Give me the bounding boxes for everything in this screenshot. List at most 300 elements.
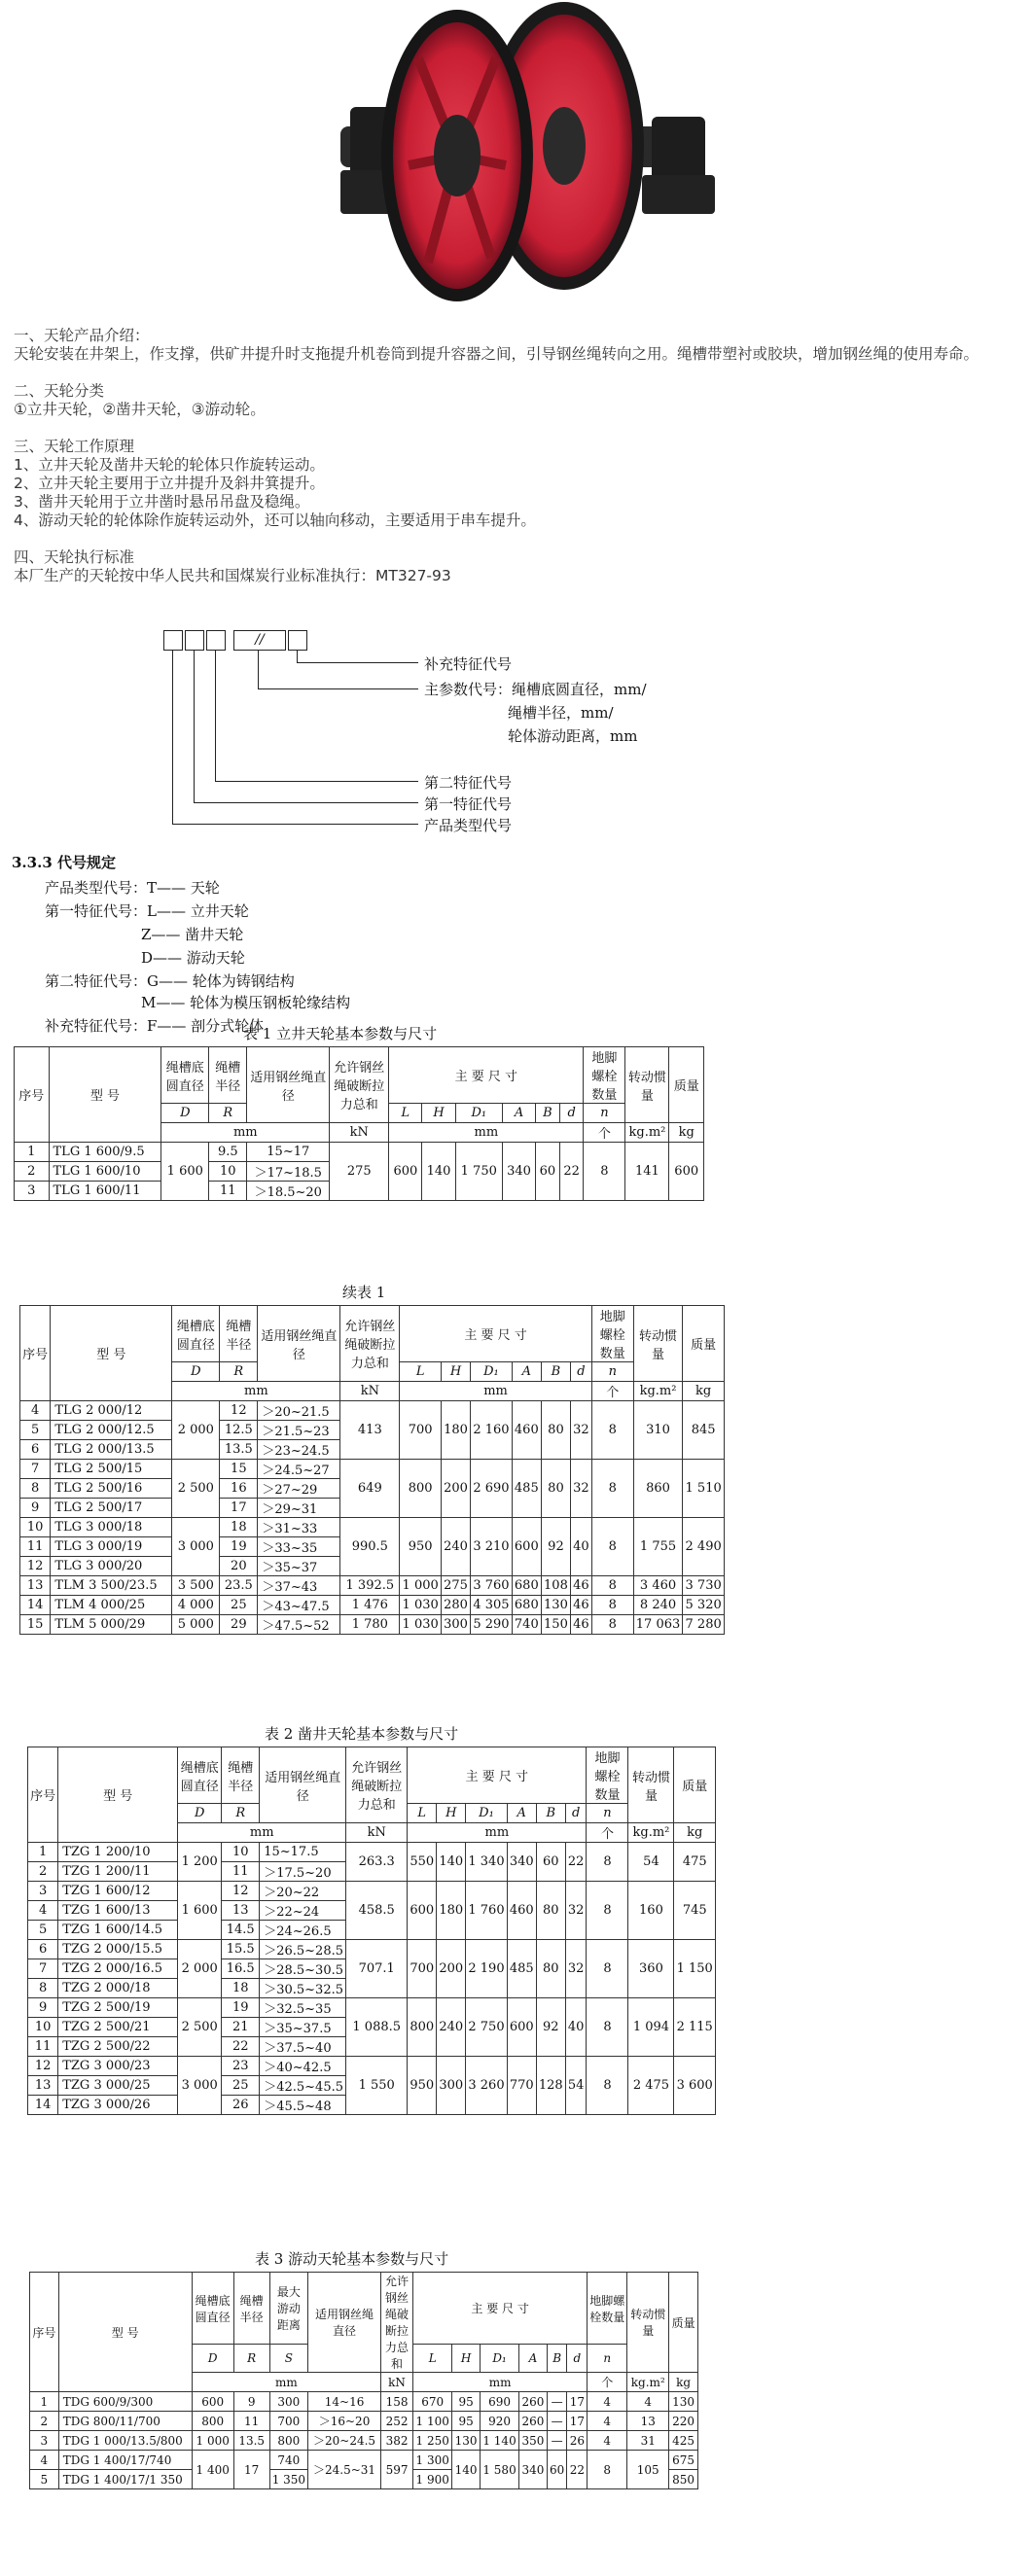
table-cell: 地脚螺栓数量	[587, 1747, 628, 1804]
table-cell: ＞24.5~31	[308, 2451, 381, 2489]
table-cell: 46	[571, 1615, 592, 1635]
table-cell: 1 476	[340, 1596, 400, 1615]
table-cell: kg.m²	[633, 1382, 683, 1401]
table-cell: ＞31~33	[258, 1518, 340, 1537]
table-cell: n	[591, 1362, 633, 1382]
table-cell: 360	[628, 1940, 674, 1998]
table-cell: 8	[591, 1615, 633, 1635]
table-cell: —	[547, 2392, 567, 2412]
rule-line: 产品类型代号：T—— 天轮	[45, 879, 220, 897]
table-cell: 2 160	[471, 1401, 513, 1460]
table-cell: ＞33~35	[258, 1537, 340, 1557]
section-4-body: 本厂生产的天轮按中华人民共和国煤炭行业标准执行：MT327-93	[14, 567, 451, 584]
table-cell: 19	[220, 1537, 258, 1557]
table-cell: 21	[222, 2018, 260, 2037]
code-box-main: //	[233, 630, 286, 651]
table-cell: 597	[381, 2451, 413, 2489]
table-cell: 150	[541, 1615, 570, 1635]
table-cell: 22	[559, 1143, 584, 1201]
table-cell: 地脚螺栓数量	[588, 2273, 627, 2345]
table-cell: 350	[519, 2431, 548, 2451]
table-cell: 1 600	[178, 1882, 222, 1940]
table-cell: 22	[222, 2037, 260, 2057]
table-cell: 2 000	[172, 1401, 220, 1460]
table-cell: 5	[20, 1421, 51, 1440]
table-cell: TZG 1 600/12	[58, 1882, 178, 1901]
table-cell: 4	[627, 2392, 669, 2412]
table-cell: 适用钢丝绳直径	[258, 1306, 340, 1382]
table-cell: A	[519, 2345, 548, 2373]
table-cell: 745	[674, 1882, 716, 1940]
table-cell: TZG 3 000/23	[58, 2057, 178, 2076]
table-cell: 700	[269, 2412, 307, 2431]
table-cell: 31	[627, 2431, 669, 2451]
table-cell: R	[222, 1804, 260, 1823]
table-cell: 800	[408, 1998, 437, 2057]
table-cell: 130	[669, 2392, 698, 2412]
table-cell: 1 094	[628, 1998, 674, 2057]
table-cell: n	[587, 1804, 628, 1823]
table-cell: B	[547, 2345, 567, 2373]
table-cell: 2 475	[628, 2057, 674, 2115]
table-cell: L	[400, 1362, 442, 1382]
table-cell: 3 730	[683, 1576, 725, 1596]
table-row	[28, 1843, 716, 1862]
table-cell: 6	[28, 1940, 58, 1959]
table-cell: 300	[269, 2392, 307, 2412]
table-cell: 10	[222, 1843, 260, 1862]
table-cell: n	[584, 1104, 625, 1123]
table-cell: 95	[452, 2412, 481, 2431]
table-cell: 3	[30, 2431, 59, 2451]
table-cell: 140	[452, 2451, 481, 2489]
table-cell: 2 000	[178, 1940, 222, 1998]
table-row	[20, 1615, 725, 1635]
table-cell: 主 要 尺 寸	[400, 1306, 591, 1362]
table-cell: 32	[571, 1401, 592, 1460]
table-cell: 2 490	[683, 1518, 725, 1576]
table-cell: 340	[519, 2451, 548, 2489]
code-label: 主参数代号：绳槽底圆直径，mm/	[424, 681, 647, 698]
table-cell: 920	[480, 2412, 518, 2431]
table-cell: kg	[669, 2373, 698, 2392]
table-cell: 260	[519, 2392, 548, 2412]
table-cell: 7 280	[683, 1615, 725, 1635]
rule-line: 第二特征代号：G—— 轮体为铸钢结构	[45, 972, 295, 990]
table-cell: 1 000	[400, 1576, 442, 1596]
table-cell: 9	[28, 1998, 58, 2018]
code-label: 第一特征代号	[424, 795, 513, 813]
table-cell: 绳槽半径	[209, 1047, 247, 1104]
table-cell: 绳槽底圆直径	[192, 2273, 233, 2345]
table-cell: 16	[220, 1479, 258, 1499]
table-cell: 个	[587, 1823, 628, 1843]
table-cell: mm	[178, 1823, 346, 1843]
table-cell: 允许钢丝绳破断拉力总和	[381, 2273, 413, 2373]
table-cell: 5 290	[471, 1615, 513, 1635]
table-row	[15, 1143, 704, 1162]
table-cell: 40	[565, 1998, 587, 2057]
table2-caption: 表 2 凿井天轮基本参数与尺寸	[265, 1725, 459, 1743]
table-cell: 14	[20, 1596, 51, 1615]
section-1-body: 天轮安装在井架上，作支撑，供矿井提升时支拖提升机卷筒到提升容器之间，引导钢丝绳转向之用。绳槽带塑衬或胶块，增加钢丝绳的使用寿命。	[14, 345, 980, 363]
table-cell: 14~16	[308, 2392, 381, 2412]
table-cell: ＞24.5~27	[258, 1460, 340, 1479]
table-cell: TDG 1 400/17/740	[58, 2451, 192, 2470]
code-box	[185, 630, 204, 651]
code-label: 产品类型代号	[424, 817, 513, 834]
table-cell: H	[452, 2345, 481, 2373]
table-cell: 200	[437, 1940, 466, 1998]
table-cell: 29	[220, 1615, 258, 1635]
table-cell: 2	[30, 2412, 59, 2431]
table-cell: ＞29~31	[258, 1499, 340, 1518]
table-cell: 1 580	[480, 2451, 518, 2489]
table-cell: 型 号	[51, 1306, 172, 1401]
table-cell: L	[389, 1104, 422, 1123]
table-cell: 700	[400, 1401, 442, 1460]
table-cell: 12	[28, 2057, 58, 2076]
table-cell: ＞17.5~20	[260, 1862, 346, 1882]
table-cell: 17	[567, 2392, 588, 2412]
table-cell: 11	[209, 1182, 247, 1201]
table-cell: 158	[381, 2392, 413, 2412]
table-cell: 4 000	[172, 1596, 220, 1615]
table-cell: 180	[441, 1401, 470, 1460]
table-cell: 108	[541, 1576, 570, 1596]
table-cell: kN	[346, 1823, 408, 1843]
table-cell: 转动惯量	[633, 1306, 683, 1382]
table-cell: 17	[567, 2412, 588, 2431]
table-cell: 1	[15, 1143, 50, 1162]
table-cell: 95	[452, 2392, 481, 2412]
table-cell: 13.5	[220, 1440, 258, 1460]
table-cell: 个	[591, 1382, 633, 1401]
table-cell: TLM 5 000/29	[51, 1615, 172, 1635]
table-cell: ＞27~29	[258, 1479, 340, 1499]
table-cell: mm	[389, 1123, 584, 1143]
table-cell: 25	[222, 2076, 260, 2096]
table-cell: 绳槽半径	[233, 2273, 269, 2345]
table-cell: 22	[567, 2451, 588, 2489]
table-cell: —	[547, 2431, 567, 2451]
table-cell: 8	[587, 1882, 628, 1940]
table-cell: 14.5	[222, 1921, 260, 1940]
table-cell: 54	[565, 2057, 587, 2115]
table-cell: 46	[571, 1576, 592, 1596]
table-cell: 200	[441, 1460, 470, 1518]
table-cell: 130	[541, 1596, 570, 1615]
table-cell: 128	[536, 2057, 565, 2115]
table1	[14, 1046, 704, 1201]
table-cell: TDG 1 000/13.5/800	[58, 2431, 192, 2451]
table-cell: D₁	[480, 2345, 518, 2373]
table-cell: TLG 2 000/13.5	[51, 1440, 172, 1460]
table-cell: kg.m²	[625, 1123, 669, 1143]
table-cell: ＞37.5~40	[260, 2037, 346, 2057]
table-cell: 40	[571, 1518, 592, 1576]
table-cell: 9	[20, 1499, 51, 1518]
table3	[29, 2272, 698, 2489]
table-cell: ＞16~20	[308, 2412, 381, 2431]
section-1-title: 一、天轮产品介绍：	[14, 327, 150, 344]
table-cell: ＞26.5~28.5	[260, 1940, 346, 1959]
table-cell: 770	[507, 2057, 536, 2115]
code-label: 轮体游动距离，mm	[508, 727, 638, 745]
table-cell: 个	[588, 2373, 627, 2392]
table-cell: D	[192, 2345, 233, 2373]
table-cell: S	[269, 2345, 307, 2373]
table-cell: 14	[28, 2096, 58, 2115]
table-cell: 425	[669, 2431, 698, 2451]
table-cell: D	[172, 1362, 220, 1382]
table-cell: 4	[588, 2392, 627, 2412]
table-cell: 12	[20, 1557, 51, 1576]
table-cell: TLG 2 500/17	[51, 1499, 172, 1518]
table-cell: kg.m²	[628, 1823, 674, 1843]
table-cell: 11	[222, 1862, 260, 1882]
table-cell: 8	[591, 1460, 633, 1518]
table-cell: 13	[627, 2412, 669, 2431]
table-cell: 382	[381, 2431, 413, 2451]
table-cell: 8	[584, 1143, 625, 1201]
table-cell: 740	[512, 1615, 541, 1635]
table2	[27, 1747, 716, 2115]
table-cell: 1 550	[346, 2057, 408, 2115]
table-cell: 54	[628, 1843, 674, 1882]
table-cell: 4	[588, 2412, 627, 2431]
table-cell: 质量	[669, 2273, 698, 2373]
table-cell: 19	[222, 1998, 260, 2018]
table-cell: 275	[441, 1576, 470, 1596]
rule-line: Z—— 凿井天轮	[141, 926, 244, 943]
table3-caption: 表 3 游动天轮基本参数与尺寸	[255, 2250, 449, 2268]
table-cell: 主 要 尺 寸	[408, 1747, 587, 1804]
table-cell: 26	[567, 2431, 588, 2451]
table-row	[20, 1596, 725, 1615]
table-cell: 240	[437, 1998, 466, 2057]
table-cell: ＞20~24.5	[308, 2431, 381, 2451]
table-cell: 80	[541, 1460, 570, 1518]
table-cell: 5	[28, 1921, 58, 1940]
table-cell: 13.5	[233, 2431, 269, 2451]
table-cell: mm	[408, 1823, 587, 1843]
table-cell: TZG 3 000/26	[58, 2096, 178, 2115]
table-cell: n	[588, 2345, 627, 2373]
table-cell: 1 100	[413, 2412, 452, 2431]
table-cell: 18	[220, 1518, 258, 1537]
table-cell: 458.5	[346, 1882, 408, 1940]
table-cell: 绳槽底圆直径	[161, 1047, 209, 1104]
table-cell: D₁	[471, 1362, 513, 1382]
table-cell: 485	[512, 1460, 541, 1518]
table-cell: 8	[20, 1479, 51, 1499]
table-cell: 3 000	[178, 2057, 222, 2115]
table-cell: 80	[536, 1940, 565, 1998]
table-cell: 7	[20, 1460, 51, 1479]
table-cell: mm	[172, 1382, 340, 1401]
table-cell: 15.5	[222, 1940, 260, 1959]
table-cell: 11	[28, 2037, 58, 2057]
table-cell: TLG 3 000/18	[51, 1518, 172, 1537]
table-cell: mm	[413, 2373, 588, 2392]
table-cell: 型 号	[58, 1747, 178, 1843]
table-cell: 740	[269, 2451, 307, 2470]
table-cell: 105	[627, 2451, 669, 2489]
table-cell: 1 340	[466, 1843, 507, 1882]
table-cell: 340	[507, 1843, 536, 1882]
table-cell: 主 要 尺 寸	[389, 1047, 584, 1104]
table-cell: ＞23~24.5	[258, 1440, 340, 1460]
table-cell: L	[408, 1804, 437, 1823]
table-cell: ＞35~37.5	[260, 2018, 346, 2037]
table-cell: 25	[220, 1596, 258, 1615]
table-cell: TDG 600/9/300	[58, 2392, 192, 2412]
table-cell: 252	[381, 2412, 413, 2431]
table-cell: 800	[269, 2431, 307, 2451]
table-cell: 13	[28, 2076, 58, 2096]
table-cell: 2 190	[466, 1940, 507, 1998]
table-cell: 质量	[669, 1047, 704, 1123]
table-cell: 17	[233, 2451, 269, 2489]
table-cell: 1 030	[400, 1596, 442, 1615]
table-cell: TZG 2 500/22	[58, 2037, 178, 2057]
table-cell: 140	[422, 1143, 455, 1201]
code-label: 绳槽半径，mm/	[508, 704, 614, 722]
table-cell: ＞20~22	[260, 1882, 346, 1901]
table-cell: 允许钢丝绳破断拉力总和	[340, 1306, 400, 1382]
section-3-item: 2、立井天轮主要用于立井提升及斜井箕提升。	[14, 475, 325, 492]
table-cell: 最大游动距离	[269, 2273, 307, 2345]
table-cell: TLM 4 000/25	[51, 1596, 172, 1615]
section-2-body: ①立井天轮，②凿井天轮，③游动轮。	[14, 401, 266, 418]
table-cell: 3 600	[674, 2057, 716, 2115]
table-cell: 3 760	[471, 1576, 513, 1596]
table-cell: 1 392.5	[340, 1576, 400, 1596]
table-cell: 46	[571, 1596, 592, 1615]
table-cell: 2 750	[466, 1998, 507, 2057]
rule-line: M—— 轮体为模压钢板轮缘结构	[141, 994, 351, 1011]
table1b-caption: 续表 1	[342, 1284, 386, 1301]
table-cell: ＞43~47.5	[258, 1596, 340, 1615]
table-cell: 845	[683, 1401, 725, 1460]
table-cell: 绳槽半径	[222, 1747, 260, 1804]
section-3-item: 4、游动天轮的轮体除作旋转运动外，还可以轴向移动，主要适用于串车提升。	[14, 512, 536, 529]
table-cell: 280	[441, 1596, 470, 1615]
section-2-title: 二、天轮分类	[14, 382, 105, 400]
table-cell: 263.3	[346, 1843, 408, 1882]
table-cell: 2	[15, 1162, 50, 1182]
table-cell: 8	[591, 1576, 633, 1596]
table-cell: 800	[192, 2412, 233, 2431]
table-cell: ＞21.5~23	[258, 1421, 340, 1440]
table-cell: 6	[20, 1440, 51, 1460]
table-cell: ＞47.5~52	[258, 1615, 340, 1635]
table-cell: 8	[591, 1596, 633, 1615]
table-row	[20, 1460, 725, 1479]
table-cell: D₁	[466, 1804, 507, 1823]
table-cell: 1 140	[480, 2431, 518, 2451]
intro-text	[14, 327, 1025, 585]
table-cell: TLG 2 000/12	[51, 1401, 172, 1421]
table-cell: D	[161, 1104, 209, 1123]
table-cell: 主 要 尺 寸	[413, 2273, 588, 2345]
table-cell: 个	[584, 1123, 625, 1143]
table-cell: D	[178, 1804, 222, 1823]
table-cell: B	[536, 1104, 560, 1123]
section-3-title: 三、天轮工作原理	[14, 438, 135, 455]
table-cell: 3	[15, 1182, 50, 1201]
table-cell: 地脚螺栓数量	[584, 1047, 625, 1104]
table-cell: TDG 800/11/700	[58, 2412, 192, 2431]
section-heading: 3.3.3 代号规定	[12, 854, 116, 871]
table-cell: 600	[512, 1518, 541, 1576]
table-cell: 950	[400, 1518, 442, 1576]
table-cell: R	[220, 1362, 258, 1382]
table-cell: 绳槽底圆直径	[178, 1747, 222, 1804]
table-row	[30, 2451, 698, 2470]
table-cell: ＞20~21.5	[258, 1401, 340, 1421]
table-cell: A	[507, 1804, 536, 1823]
table-cell: 80	[541, 1401, 570, 1460]
table-cell: 4	[28, 1901, 58, 1921]
table-cell: 2 500	[178, 1998, 222, 2057]
code-box	[288, 630, 307, 651]
table-cell: TLG 1 600/11	[49, 1182, 161, 1201]
table-cell: 型 号	[49, 1047, 161, 1143]
table-cell: TLG 1 600/10	[49, 1162, 161, 1182]
table-row	[30, 2431, 698, 2451]
table-cell: 850	[669, 2470, 698, 2489]
table1-continued	[19, 1305, 725, 1635]
table-cell: TDG 1 400/17/1 350	[58, 2470, 192, 2489]
table-cell: ＞30.5~32.5	[260, 1979, 346, 1998]
table-cell: 型 号	[58, 2273, 192, 2392]
table-cell: 2 115	[674, 1998, 716, 2057]
table-cell: kN	[340, 1382, 400, 1401]
table-cell: 1	[28, 1843, 58, 1862]
rule-line: 第一特征代号：L—— 立井天轮	[45, 902, 249, 920]
table-cell: 4	[588, 2431, 627, 2451]
table-cell: ＞17~18.5	[247, 1162, 330, 1182]
table-cell: 600	[408, 1882, 437, 1940]
table-cell: TLG 2 500/15	[51, 1460, 172, 1479]
table-cell: ＞24~26.5	[260, 1921, 346, 1940]
table-cell: ＞18.5~20	[247, 1182, 330, 1201]
table-cell: TZG 1 600/14.5	[58, 1921, 178, 1940]
table-cell: 485	[507, 1940, 536, 1998]
table-cell: 适用钢丝绳直径	[260, 1747, 346, 1823]
table-cell: 92	[536, 1998, 565, 2057]
table-cell: 3 000	[172, 1518, 220, 1576]
table-cell: 92	[541, 1518, 570, 1576]
table-cell: 600	[507, 1998, 536, 2057]
table-cell: d	[565, 1804, 587, 1823]
table-cell: 5 000	[172, 1615, 220, 1635]
table-cell: 7	[28, 1959, 58, 1979]
table1-caption: 表 1 立井天轮基本参数与尺寸	[243, 1025, 438, 1042]
table-cell: kg	[674, 1823, 716, 1843]
table-cell: 10	[20, 1518, 51, 1537]
table-cell: A	[502, 1104, 535, 1123]
table-cell: 转动惯量	[628, 1747, 674, 1823]
table-cell: TLG 2 500/16	[51, 1479, 172, 1499]
table-cell: 8	[587, 1998, 628, 2057]
table-cell: 141	[625, 1143, 669, 1201]
table-cell: 600	[669, 1143, 704, 1201]
table-cell: 23	[222, 2057, 260, 2076]
table-cell: 300	[441, 1615, 470, 1635]
